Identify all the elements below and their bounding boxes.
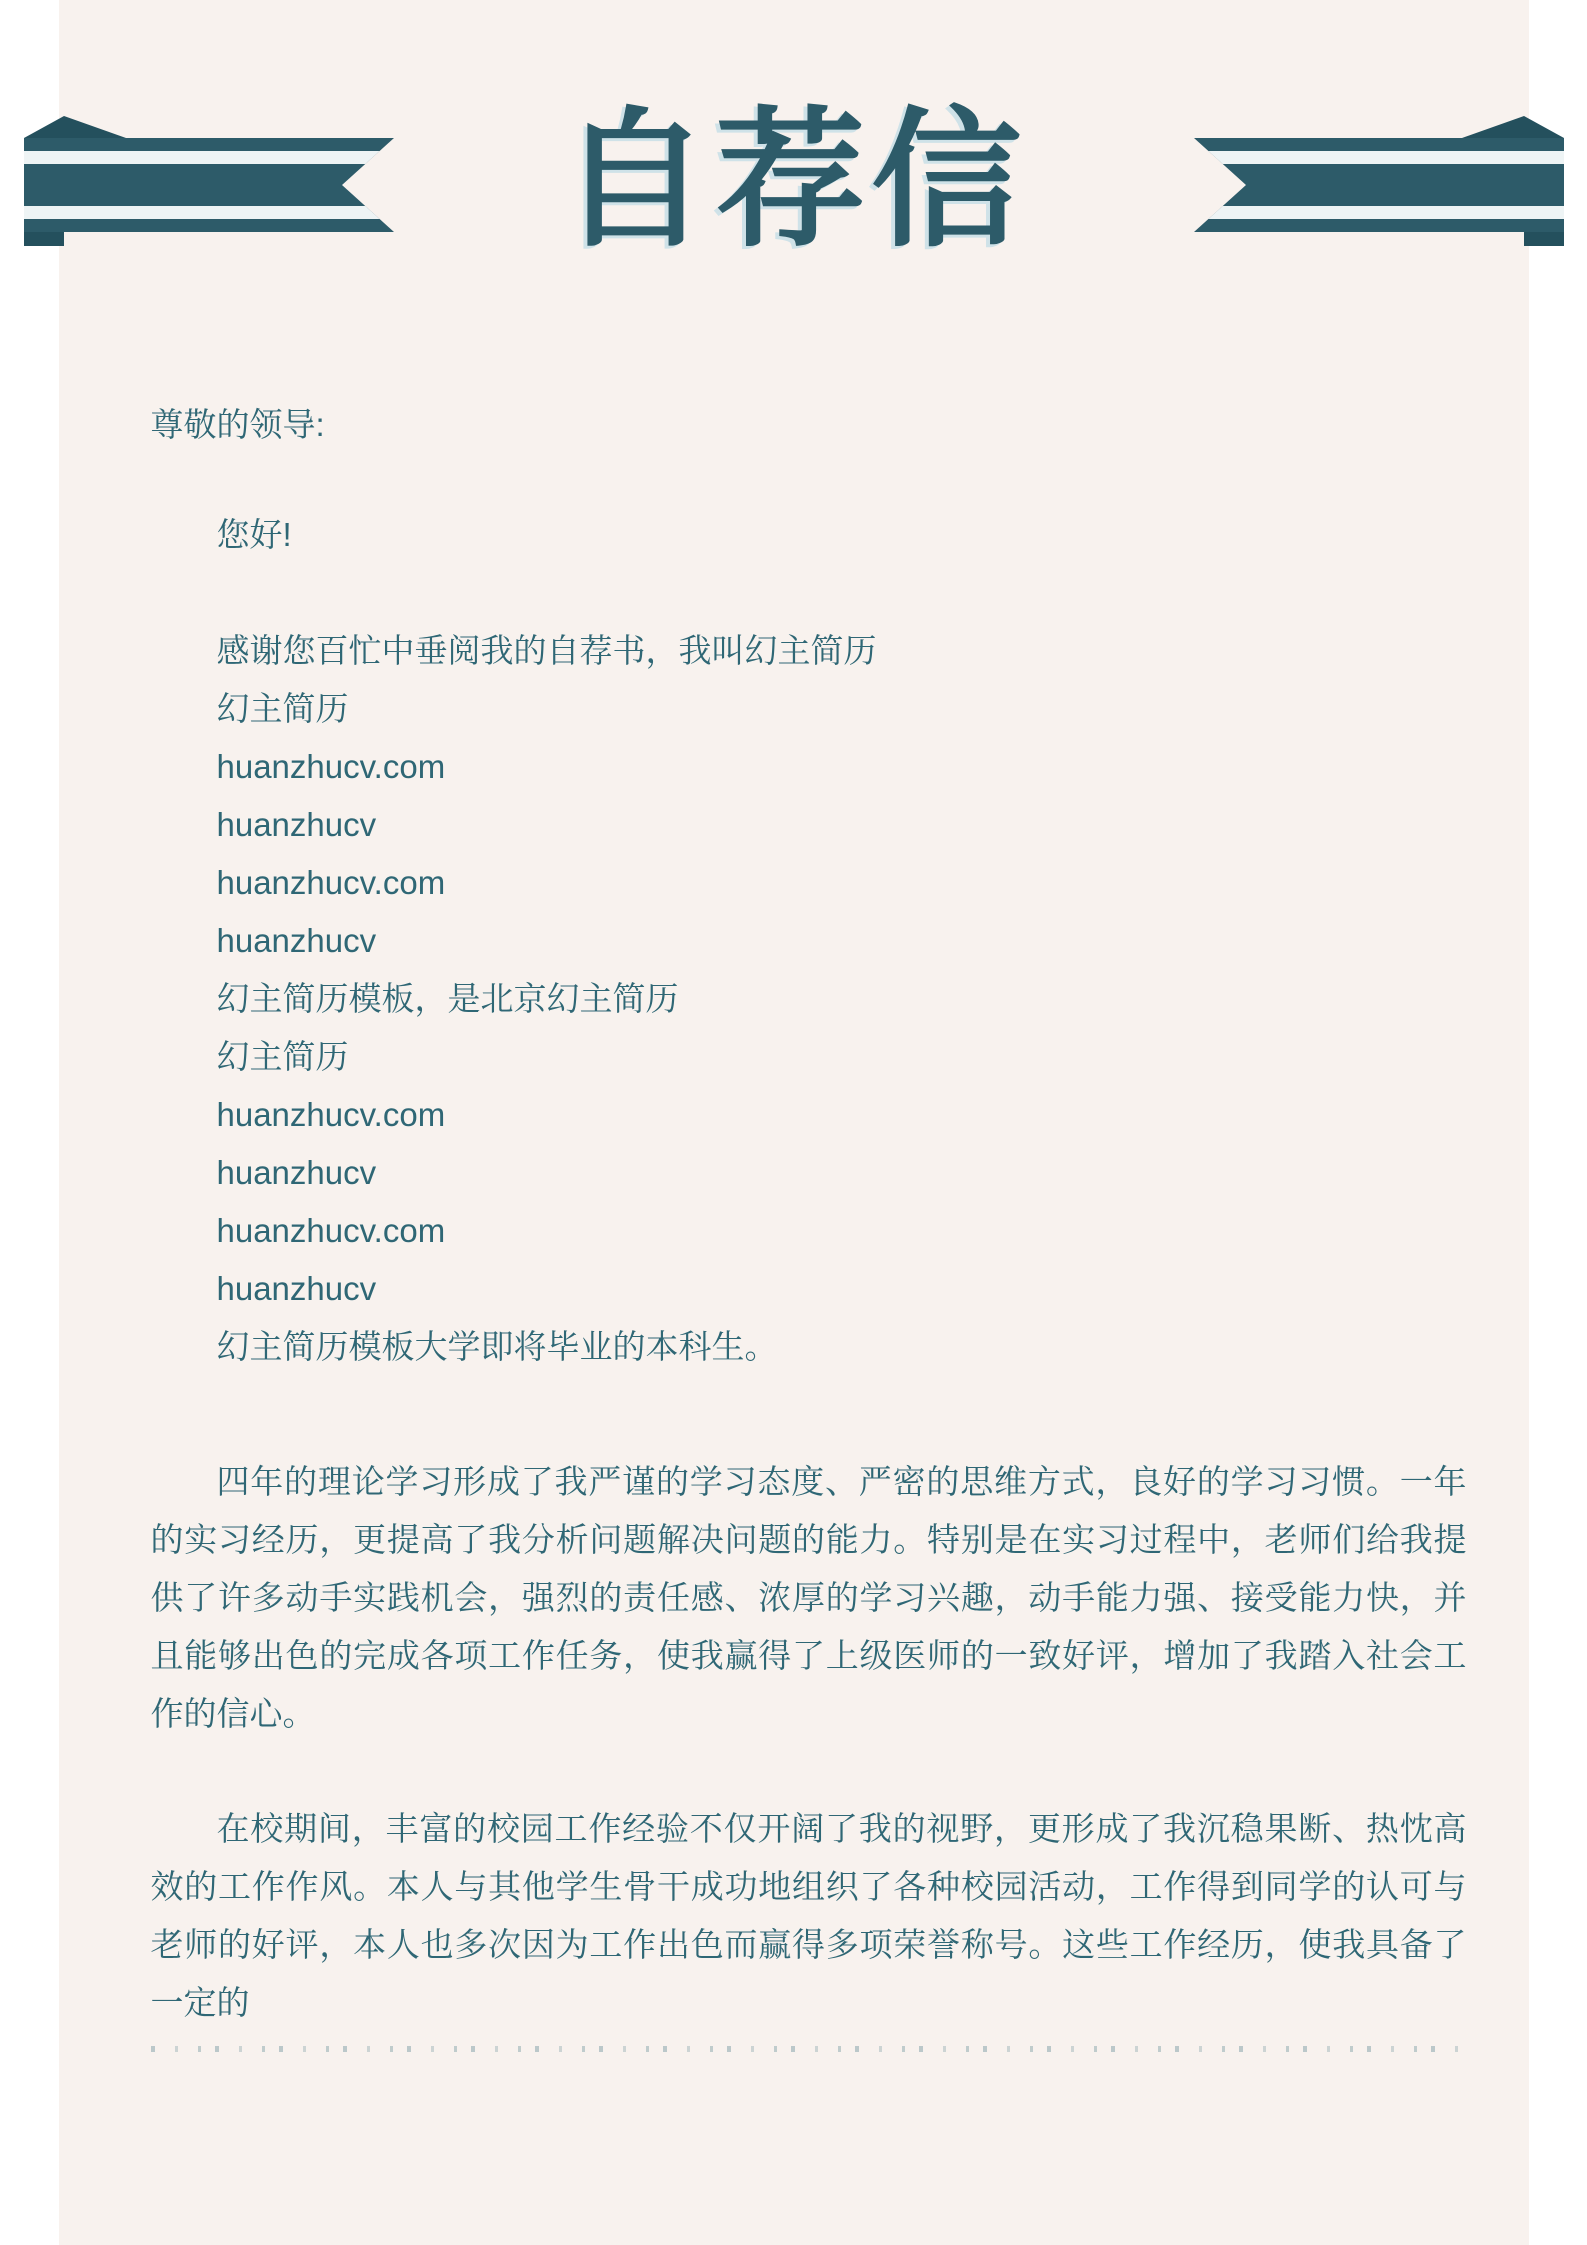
intro-line: huanzhucv.com — [216, 864, 446, 901]
clipped-text-remnant — [151, 2046, 1467, 2052]
intro-line: huanzhucv — [216, 922, 377, 959]
intro-line: huanzhucv.com — [216, 748, 446, 785]
intro-line: huanzhucv — [216, 1270, 377, 1307]
letter-paper — [59, 0, 1529, 2245]
intro-line: 幻主简历模板大学即将毕业的本科生。 — [216, 1328, 778, 1365]
intro-line: 幻主简历模板，是北京幻主简历 — [216, 980, 679, 1017]
letter-body — [151, 396, 1467, 2052]
intro-line: huanzhucv.com — [216, 1096, 446, 1133]
body-paragraph: 四年的理论学习形成了我严谨的学习态度、严密的思维方式，良好的学习习惯。一年的实习经历，更提高了我分析问题解决问题的能力。特别是在实习过程中，老师们给我提供了许多动手实践机会，强烈的责任感、浓厚的学习兴趣，动手能力强、接受能力快，并且能够出色的完成各项工作任务，使我赢得了上级医师的一致好评，增加了我踏入社会工作的信心。 — [150, 1463, 1467, 1732]
greeting-line: 尊敬的领导: — [150, 406, 325, 443]
page-title: 自荐信 — [559, 96, 1028, 264]
intro-line: 感谢您百忙中垂阅我的自荐书，我叫幻主简历 — [216, 632, 877, 669]
ribbon-banner-right-icon — [1174, 114, 1564, 259]
intro-line: 幻主简历 — [216, 1038, 349, 1075]
intro-line: huanzhucv — [216, 806, 377, 843]
body-paragraph: 在校期间，丰富的校园工作经验不仅开阔了我的视野，更形成了我沉稳果断、热忱高效的工作作风。本人与其他学生骨干成功地组织了各种校园活动，工作得到同学的认可与老师的好评，本人也多次因为工作出色而赢得多项荣誉称号。这些工作经历，使我具备了一定的 — [150, 1810, 1467, 2021]
intro-line: huanzhucv — [216, 1154, 377, 1191]
intro-line: 幻主简历 — [216, 690, 349, 727]
salutation-line: 您好! — [216, 516, 292, 553]
intro-line: huanzhucv.com — [216, 1212, 446, 1249]
title-header — [59, 0, 1529, 320]
